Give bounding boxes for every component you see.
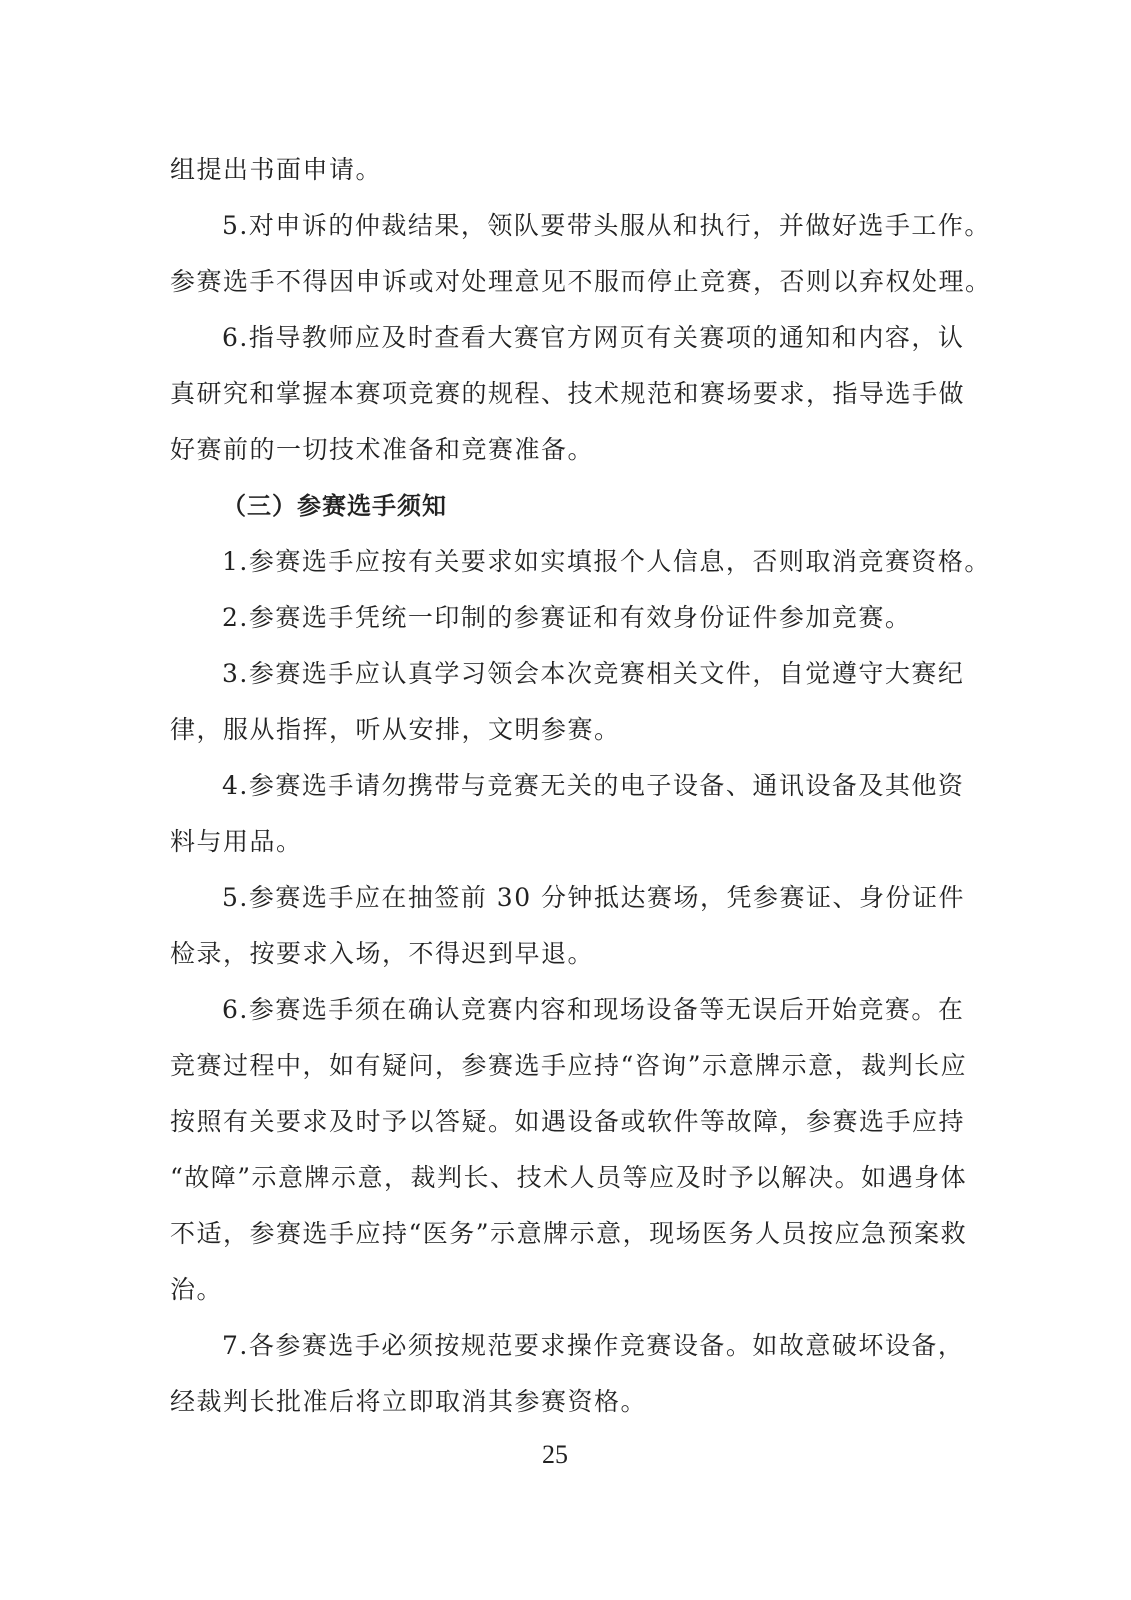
text-line: 竞赛过程中，如有疑问，参赛选手应持“咨询”示意牌示意，裁判长应 [170,1051,968,1080]
text-line: 检录，按要求入场，不得迟到早退。 [170,939,595,968]
text-line: 参赛选手不得因申诉或对处理意见不服而停止竞赛，否则以弃权处理。 [170,267,992,296]
text-line: 治。 [170,1275,224,1304]
text-line: 律，服从指挥，听从安排，文明参赛。 [170,715,621,744]
text-line: 7.各参赛选手必须按规范要求操作竞赛设备。如故意破坏设备， [222,1331,965,1360]
text-line: 5.参赛选手应在抽签前 30 分钟抵达赛场，凭参赛证、身份证件 [222,883,966,912]
text-line: 真研究和掌握本赛项竞赛的规程、技术规范和赛场要求，指导选手做 [170,379,966,408]
section-heading: （三）参赛选手须知 [222,492,447,520]
text-line: 5.对申诉的仲裁结果，领队要带头服从和执行，并做好选手工作。 [222,211,991,240]
text-line: 好赛前的一切技术准备和竞赛准备。 [170,435,595,464]
text-line: 2.参赛选手凭统一印制的参赛证和有效身份证件参加竞赛。 [222,603,912,632]
text-line: “故障”示意牌示意，裁判长、技术人员等应及时予以解决。如遇身体 [170,1163,968,1192]
text-line: 不适，参赛选手应持“医务”示意牌示意，现场医务人员按应急预案救 [170,1219,968,1248]
text-line: 经裁判长批准后将立即取消其参赛资格。 [170,1387,648,1416]
text-line: 料与用品。 [170,827,303,856]
text-line: 按照有关要求及时予以答疑。如遇设备或软件等故障，参赛选手应持 [170,1107,966,1136]
text-line: 组提出书面申请。 [170,155,383,184]
text-line: 3.参赛选手应认真学习领会本次竞赛相关文件，自觉遵守大赛纪 [222,659,965,688]
text-line: 1.参赛选手应按有关要求如实填报个人信息，否则取消竞赛资格。 [222,547,991,576]
page-number: 25 [542,1440,568,1469]
text-line: 4.参赛选手请勿携带与竞赛无关的电子设备、通讯设备及其他资 [222,771,965,800]
text-line: 6.参赛选手须在确认竞赛内容和现场设备等无误后开始竞赛。在 [222,995,965,1024]
text-line: 6.指导教师应及时查看大赛官方网页有关赛项的通知和内容，认 [222,323,965,352]
